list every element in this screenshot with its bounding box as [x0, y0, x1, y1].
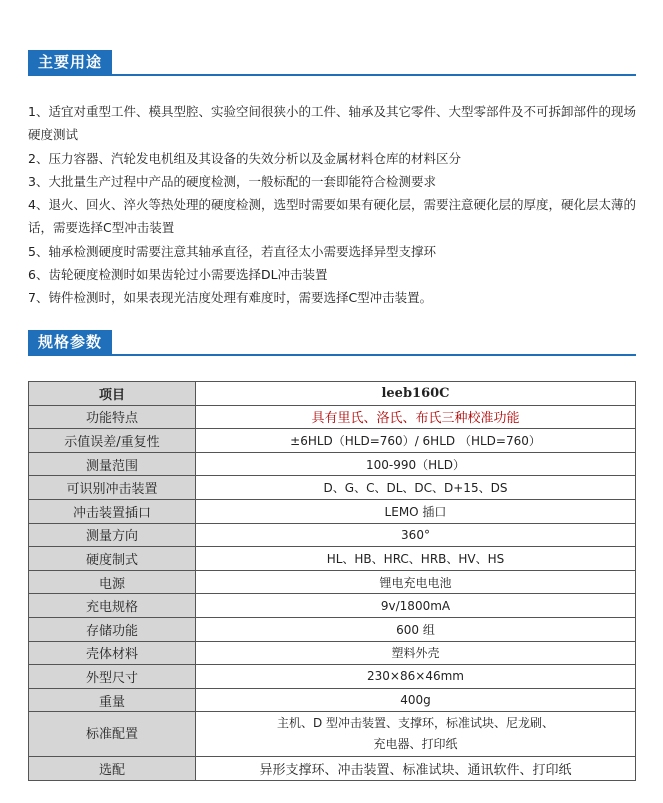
table-row: [29, 547, 636, 571]
list-item: 3、大批量生产过程中产品的硬度检测，一般标配的一套即能符合检测要求: [28, 173, 436, 189]
row-key: 外型尺寸: [29, 665, 196, 689]
table-header-row: [29, 382, 636, 406]
row-key: 可识别冲击装置: [29, 476, 196, 500]
section-divider: [28, 354, 636, 356]
row-value-line: 主机、D 型冲击装置、支撑环，标准试块、尼龙刷、: [276, 716, 555, 731]
table-row: [29, 452, 636, 476]
table-row: [29, 688, 636, 712]
table-row: [29, 499, 636, 523]
list-item: 6、齿轮硬度检测时如果齿轮过小需要选择DL冲击装置: [28, 267, 328, 283]
row-key: 电源: [29, 570, 196, 594]
section-header-specs: [28, 330, 636, 358]
row-value: 360°: [196, 523, 636, 547]
table-row: [29, 712, 636, 757]
row-value: 9v/1800mA: [196, 594, 636, 618]
table-row: [29, 405, 636, 429]
section-divider: [28, 74, 636, 76]
table-row: [29, 429, 636, 453]
table-row: [29, 594, 636, 618]
row-value: 异形支撑环、冲击装置、标准试块、通讯软件、打印纸: [196, 757, 636, 781]
table-row: [29, 641, 636, 665]
row-value: 230×86×46mm: [196, 665, 636, 689]
list-item: 4、退火、回火、淬火等热处理的硬度检测，选型时需要如果有硬化层，需要注意硬化层的厚度，硬化层太薄的话，需要选择C型冲击装置: [28, 197, 636, 236]
uses-list: [28, 100, 640, 310]
section-title: 主要用途: [28, 50, 112, 74]
list-item: 1、适宜对重型工件、模具型腔、实验空间很狭小的工件、轴承及其它零件、大型零部件及不可拆卸部件的现场硬度测试: [28, 104, 636, 143]
row-key: 标准配置: [29, 712, 196, 757]
row-key: 硬度制式: [29, 547, 196, 571]
row-key: 冲击装置插口: [29, 499, 196, 523]
row-value-line: 充电器、打印纸: [373, 737, 458, 752]
row-value: 锂电充电电池: [196, 570, 636, 594]
row-value: HL、HB、HRC、HRB、HV、HS: [196, 547, 636, 571]
row-key: 充电规格: [29, 594, 196, 618]
list-item: 7、铸件检测时，如果表现光洁度处理有难度时，需要选择C型冲击装置。: [28, 290, 433, 306]
row-value: 塑料外壳: [196, 641, 636, 665]
row-key: 示值误差/重复性: [29, 429, 196, 453]
row-key: 存储功能: [29, 617, 196, 641]
header-model: leeb160C: [196, 382, 636, 406]
table-row: [29, 665, 636, 689]
section-title: 规格参数: [28, 330, 112, 354]
row-key: 测量方向: [29, 523, 196, 547]
row-value: 600 组: [196, 617, 636, 641]
row-value: 100-990（HLD）: [196, 452, 636, 476]
row-key: 选配: [29, 757, 196, 781]
list-item: 5、轴承检测硬度时需要注意其轴承直径，若直径太小需要选择异型支撑环: [28, 243, 436, 259]
row-value: LEMO 插口: [196, 499, 636, 523]
row-value: ±6HLD（HLD=760）/ 6HLD （HLD=760）: [196, 429, 636, 453]
table-row: [29, 476, 636, 500]
section-header-main-uses: [28, 50, 636, 78]
table-row: [29, 570, 636, 594]
table-row: [29, 523, 636, 547]
header-key: 项目: [29, 382, 196, 406]
row-key: 测量范围: [29, 452, 196, 476]
table-row: [29, 617, 636, 641]
row-key: 重量: [29, 688, 196, 712]
row-value: 400g: [196, 688, 636, 712]
spec-table: [28, 381, 636, 781]
row-value: 具有里氏、洛氏、布氏三种校准功能: [196, 405, 636, 429]
row-value: [196, 712, 636, 757]
row-key: 功能特点: [29, 405, 196, 429]
table-row: [29, 757, 636, 781]
row-value: D、G、C、DL、DC、D+15、DS: [196, 476, 636, 500]
row-key: 壳体材料: [29, 641, 196, 665]
list-item: 2、压力容器、汽轮发电机组及其设备的失效分析以及金属材料仓库的材料区分: [28, 150, 461, 166]
